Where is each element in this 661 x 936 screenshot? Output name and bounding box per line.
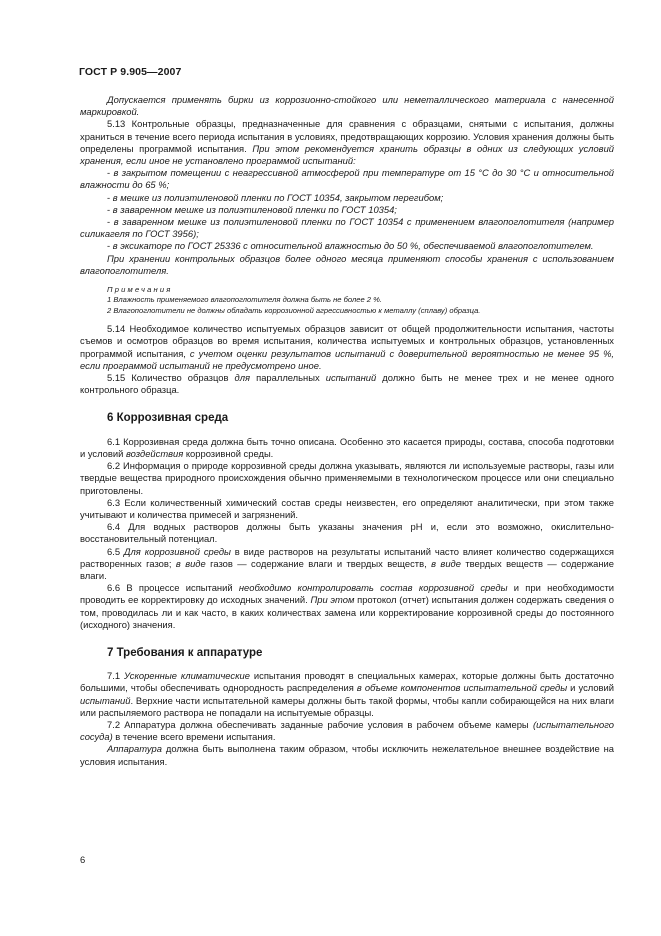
paragraph — [80, 372, 614, 396]
text-run: - — [107, 191, 113, 203]
text-run: 6.6 В процессе испытаний — [107, 582, 239, 594]
list-item — [80, 216, 614, 240]
text-run: газов — содержание влаги и твердых веществ, — [205, 557, 432, 569]
paragraph — [80, 743, 614, 767]
text-run: должна быть выполнена таким образом, чтобы исключить нежелательное внешнее воздействие на условия испытания. — [80, 743, 614, 767]
text-run: в мешке из полиэтиленовой пленки по ГОСТ 10354, закрытом перегибом; — [112, 191, 444, 203]
paragraph — [80, 118, 614, 167]
text-run: испытаний — [325, 372, 377, 384]
text-run: в эксикаторе по ГОСТ 25336 с относительной влажностью до 50 %, обеспечиваемой влагопоглотителем. — [112, 240, 594, 252]
text-run: При этом — [310, 594, 355, 606]
notes-title-text: Примечания — [107, 285, 173, 295]
text-run: в заваренном мешке из полиэтиленовой пленки по ГОСТ 10354; — [112, 203, 397, 215]
text-run: в объеме компонентов испытательной среды — [356, 682, 568, 694]
note-line — [80, 295, 614, 305]
text-run: 5.14 Необходимое количество испытуемых образцов зависит от общей продолжительности испытания, частоты съемов и осмотров образцов во время испытания, количества испытуемых и контрольных образцов, установленных программой испытания, — [80, 323, 614, 359]
paragraph — [80, 497, 614, 521]
text-run: испытаний — [80, 694, 131, 706]
text-run: твердых веществ — содержание влаги. — [80, 557, 614, 581]
text-run: в виде растворов на результаты испытаний часто влияет количество содержащихся растворенных газов; — [80, 545, 614, 569]
text-run: необходимо контролировать состав коррозивной среды — [238, 582, 508, 594]
text-run: в закрытом помещении с неагрессивной атмосферой при температуре от 15 °С до 30 °С и относительной влажности до 65 %; — [80, 167, 615, 191]
section-heading: 7 Требования к аппаратуре — [107, 646, 263, 659]
text-run: в заваренном мешке из полиэтиленовой пленки по ГОСТ 10354 с применением влагопоглотителя (например силикагеля по ГОСТ 3956); — [80, 216, 614, 240]
page-number: 6 — [80, 854, 86, 865]
text-run: Допускается применять бирки из коррозионно-стойкого или неметаллического материала с нанесенной маркировкой. — [80, 94, 614, 118]
text-run: в виде — [175, 557, 206, 569]
text-run: - — [107, 216, 114, 228]
text-run: - — [107, 203, 113, 215]
text-run: в течение всего времени испытания. — [112, 731, 276, 743]
paragraph — [80, 253, 614, 277]
text-run: 5.13 Контрольные образцы, предназначенные для сравнения с образцами, снятыми с испытания, должны храниться в течение всего периода испытания в условиях, предотвращающих коррозию. Условия хранения должны быть определены программой испытания. — [80, 118, 614, 154]
text-run: 7.1 — [107, 670, 124, 682]
text-run: . Верхние части испытательной камеры должны быть такой формы, чтобы капли собирающейся на них влаги или распыляемого раствора не попадали на испытуемые образцы. — [80, 694, 614, 718]
paragraph — [80, 546, 614, 583]
text-run: Аппаратура — [107, 743, 162, 755]
paragraph — [80, 719, 614, 743]
text-run: должно быть не менее трех и не менее одного контрольного образца. — [80, 372, 615, 396]
text-run: испытания проводят в специальных камерах, которые должны быть достаточно большими, чтобы обеспечивать однородность распределения — [80, 670, 615, 694]
notes-title — [80, 285, 614, 295]
text-run: При хранении контрольных образцов более одного месяца применяют способы хранения с использованием влагопоглотителя. — [80, 252, 614, 276]
paragraph — [80, 323, 614, 372]
text-run: с учетом оценки результатов испытаний с доверительной вероятностью не менее 95 %, если программой испытаний не предусмотрено иное. — [80, 347, 615, 371]
text-run: 6.3 Если количественный химический состав среды неизвестен, его определяют аналитически, при этом также учитывают и количества примесей и загрязнений. — [80, 496, 614, 520]
section-heading: 6 Коррозивная среда — [107, 412, 229, 425]
text-run: и условий — [567, 682, 614, 694]
paragraph — [80, 436, 614, 460]
text-run: (испытательного сосуда) — [80, 718, 614, 743]
text-run: для — [234, 372, 251, 384]
paragraph — [80, 521, 614, 545]
note-line — [80, 306, 614, 316]
text-run: При этом рекомендуется хранить образцы в одних из следующих условий хранения, если иное не установлено программой испытаний: — [80, 142, 614, 167]
document-header: ГОСТ Р 9.905—2007 — [79, 66, 182, 78]
text-run: протокол (отчет) испытания должен содержать сведения о том, проводилась ли и как часто, в каких количествах замена или корректирование коррозивной среды до постоянного (исходного) значения. — [80, 594, 615, 630]
notes-block — [80, 285, 614, 316]
text-run: 6.2 Информация о природе коррозивной среды должна указывать, являются ли используемые растворы, газы или твердые вещества природного происхождения обычно применяемыми в технологическом процессе или они специально приготовлены. — [80, 460, 614, 496]
text-run: 7.2 Аппаратура должна обеспечивать заданные рабочие условия в рабочем объеме камеры — [107, 718, 533, 730]
text-run: 5.15 Количество образцов — [107, 372, 235, 384]
list-item — [80, 204, 614, 216]
paragraph — [80, 94, 614, 118]
text-run: 6.4 Для водных растворов должны быть указаны значения рН и, если это возможно, окислительно-восстановительный потенциал. — [80, 521, 614, 545]
text-run: коррозивной среды. — [183, 447, 274, 459]
text-run: 2 Влагопоглотители не должны обладать коррозионной агрессивностью к металлу (сплаву) образца. — [107, 305, 481, 315]
list-item — [80, 167, 614, 191]
text-run: Для коррозивной среды — [123, 545, 231, 557]
list-item — [80, 240, 614, 252]
text-run: в виде — [431, 557, 461, 569]
text-run: параллельных — [250, 372, 326, 384]
text-run: и при необходимости проводить ее корректировку до исходных значений. — [80, 582, 614, 606]
text-run: Ускоренные климатические — [123, 670, 250, 682]
text-run: - — [107, 167, 114, 179]
paragraph — [80, 582, 614, 631]
paragraph — [80, 670, 614, 719]
text-run: - — [107, 240, 113, 252]
text-run: 1 Влажность применяемого влагопоглотителя должна быть не более 2 %. — [107, 295, 383, 305]
text-run: 6.5 — [107, 545, 124, 557]
list-item — [80, 192, 614, 204]
paragraph — [80, 460, 614, 497]
text-run: 6.1 Коррозивная среда должна быть точно описана. Особенно это касается природы, состава, способа подготовки и условий — [80, 435, 614, 459]
text-run: воздействия — [125, 447, 184, 459]
document-body — [80, 94, 614, 768]
